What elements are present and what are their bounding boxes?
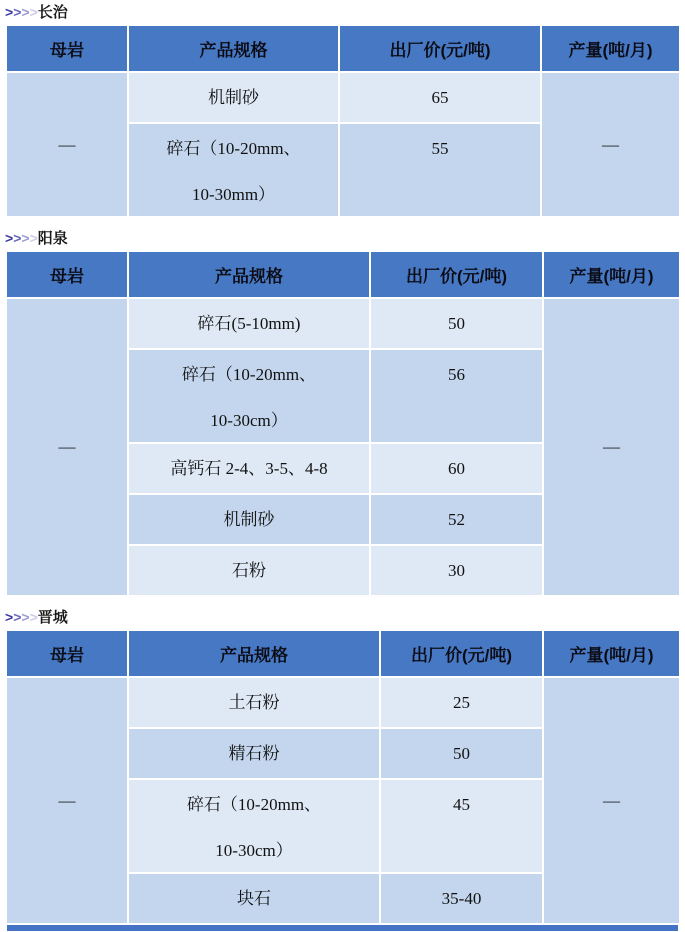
product-spec-line: 块石	[237, 889, 271, 908]
price-cell: 50	[371, 299, 542, 348]
price-cell: 30	[371, 546, 542, 595]
product-spec-line: 碎石（10-20mm、	[166, 139, 301, 158]
chevron-right-icon: >	[5, 230, 13, 246]
product-spec-line: 碎石（10-20mm、	[186, 795, 322, 814]
section-heading	[5, 2, 685, 22]
column-header: 产量(吨/月)	[544, 252, 679, 297]
product-spec-cell	[129, 444, 369, 493]
price-cell: 50	[381, 729, 542, 778]
column-header: 母岩	[7, 26, 127, 71]
section-heading	[5, 607, 685, 627]
chevron-right-icon: >	[21, 4, 29, 20]
section-heading	[5, 228, 685, 248]
product-spec-line: 10-30mm）	[191, 185, 276, 204]
column-header: 产品规格	[129, 631, 379, 676]
column-header: 产品规格	[129, 26, 338, 71]
chevron-right-icon: >	[21, 230, 29, 246]
mother-rock-cell: —	[7, 678, 127, 923]
chevron-right-icon: >	[29, 609, 37, 625]
chevron-right-icon: >	[13, 4, 21, 20]
chevron-right-icon: >	[29, 230, 37, 246]
chevron-right-icon: >	[13, 230, 21, 246]
city-name: 晋城	[37, 609, 68, 626]
product-spec-cell	[129, 350, 369, 442]
city-name: 阳泉	[37, 230, 68, 247]
product-spec-cell	[129, 546, 369, 595]
mother-rock-cell: —	[7, 299, 127, 595]
column-header: 出厂价(元/吨)	[340, 26, 540, 71]
column-header: 产量(吨/月)	[544, 631, 679, 676]
column-header: 产品规格	[129, 252, 369, 297]
output-cell: —	[542, 73, 679, 216]
column-header: 出厂价(元/吨)	[381, 631, 542, 676]
product-spec-line: 精石粉	[228, 744, 280, 763]
product-spec-line: 石粉	[232, 561, 266, 580]
column-header: 母岩	[7, 631, 127, 676]
price-table	[7, 26, 678, 216]
product-spec-line: 高钙石 2-4、3-5、4-8	[170, 459, 328, 478]
product-spec-cell	[129, 73, 338, 122]
column-header: 母岩	[7, 252, 127, 297]
chevron-right-icon: >	[5, 4, 13, 20]
chevron-right-icon: >	[5, 609, 13, 625]
product-spec-line: 机制砂	[208, 88, 259, 107]
product-spec-line: 10-30cm）	[215, 841, 293, 860]
price-cell: 25	[381, 678, 542, 727]
output-cell: —	[544, 678, 679, 923]
product-spec-cell	[129, 495, 369, 544]
column-header: 出厂价(元/吨)	[371, 252, 542, 297]
product-spec-line: 土石粉	[228, 693, 280, 712]
chevron-right-icon: >	[29, 4, 37, 20]
price-table	[7, 631, 678, 923]
price-cell: 65	[340, 73, 540, 122]
product-spec-cell	[129, 299, 369, 348]
product-spec-cell	[129, 729, 379, 778]
price-cell: 60	[371, 444, 542, 493]
product-spec-cell	[129, 874, 379, 923]
chevron-right-icon: >	[21, 609, 29, 625]
city-name: 长治	[37, 4, 68, 21]
product-spec-cell	[129, 678, 379, 727]
product-spec-line: 碎石(5-10mm)	[197, 314, 301, 333]
product-spec-line: 10-30cm）	[210, 411, 288, 430]
price-cell: 55	[340, 124, 540, 216]
mother-rock-cell: —	[7, 73, 127, 216]
product-spec-line: 碎石（10-20mm、	[181, 365, 317, 384]
product-spec-cell	[129, 780, 379, 872]
price-cell: 56	[371, 350, 542, 442]
output-cell: —	[544, 299, 679, 595]
column-header: 产量(吨/月)	[542, 26, 679, 71]
price-cell: 45	[381, 780, 542, 872]
price-table	[7, 252, 678, 595]
product-spec-line: 机制砂	[223, 510, 275, 529]
price-cell: 52	[371, 495, 542, 544]
price-cell: 35-40	[381, 874, 542, 923]
chevron-right-icon: >	[13, 609, 21, 625]
table-bottom-border	[7, 925, 678, 931]
product-spec-cell	[129, 124, 338, 216]
